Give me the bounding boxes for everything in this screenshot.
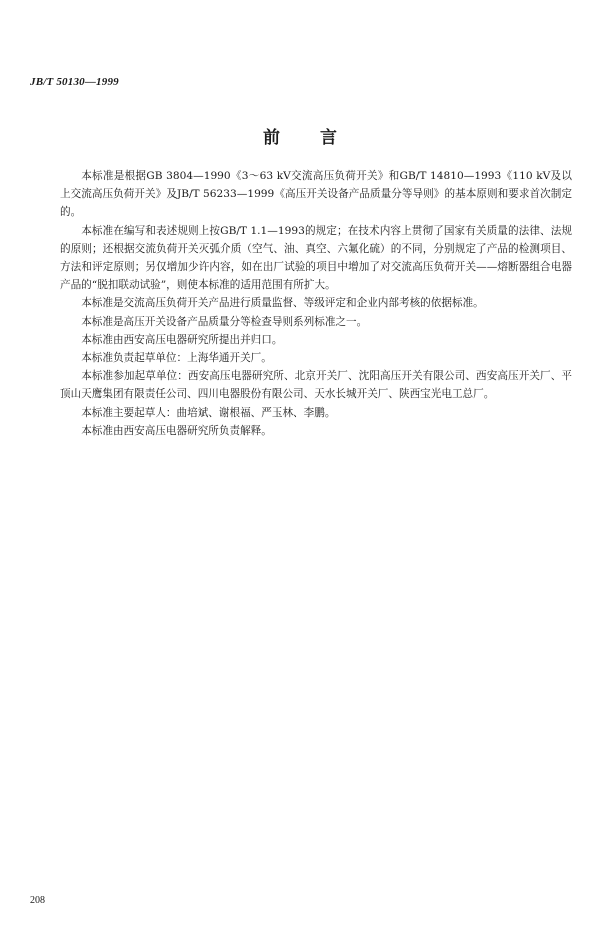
paragraph-series: 本标准是高压开关设备产品质量分等检查导则系列标准之一。	[81, 315, 368, 328]
document-code: JB/T 50130—1999	[30, 76, 119, 88]
paragraph-drafting-rules: 本标准在编写和表述规则上按GB/T 1.1—1993的规定；在技术内容上贯彻了国家有关质量的法律、法规的原则；还根据交流负荷开关灭弧介质（空气、油、真空、六氟化硫）的不同，分别规定了产品的检测项目、方法和评定原则；另仅增加少许内容，如在出厂试验的项目中增加了对交流高压负荷开关——熔断器组合电器产品的“脱扣联动试验”，则使本标准的适用范围有所扩大。	[60, 224, 572, 292]
page-title: 前言	[263, 128, 377, 148]
paragraph-lead-drafter: 本标准负责起草单位：上海华通开关厂。	[81, 352, 272, 365]
paragraph-basis: 本标准是根据GB 3804—1990《3～63 kV交流高压负荷开关》和GB/T 14810—1993《110 kV及以上交流高压负荷开关》及JB/T 56233—1999《高压开关设备产品质量分等导则》的基本原则和要求首次制定的。	[60, 170, 572, 219]
paragraph-interpretation: 本标准由西安高压电器研究所负责解释。	[81, 424, 272, 437]
paragraph-participants: 本标准参加起草单位：西安高压电器研究所、北京开关厂、沈阳高压开关有限公司、西安高压开关厂、平顶山天鹰集团有限责任公司、四川电器股份有限公司、天水长城开关厂、陕西宝光电工总厂。	[60, 370, 572, 401]
paragraph-purpose: 本标准是交流高压负荷开关产品进行质量监督、等级评定和企业内部考核的依据标准。	[81, 297, 484, 310]
foreword-body	[60, 167, 572, 440]
paragraph-main-drafters: 本标准主要起草人：曲培斌、谢根福、严玉林、李鹏。	[81, 406, 336, 419]
paragraph-proposer: 本标准由西安高压电器研究所提出并归口。	[81, 333, 283, 346]
page-number: 208	[30, 895, 45, 906]
